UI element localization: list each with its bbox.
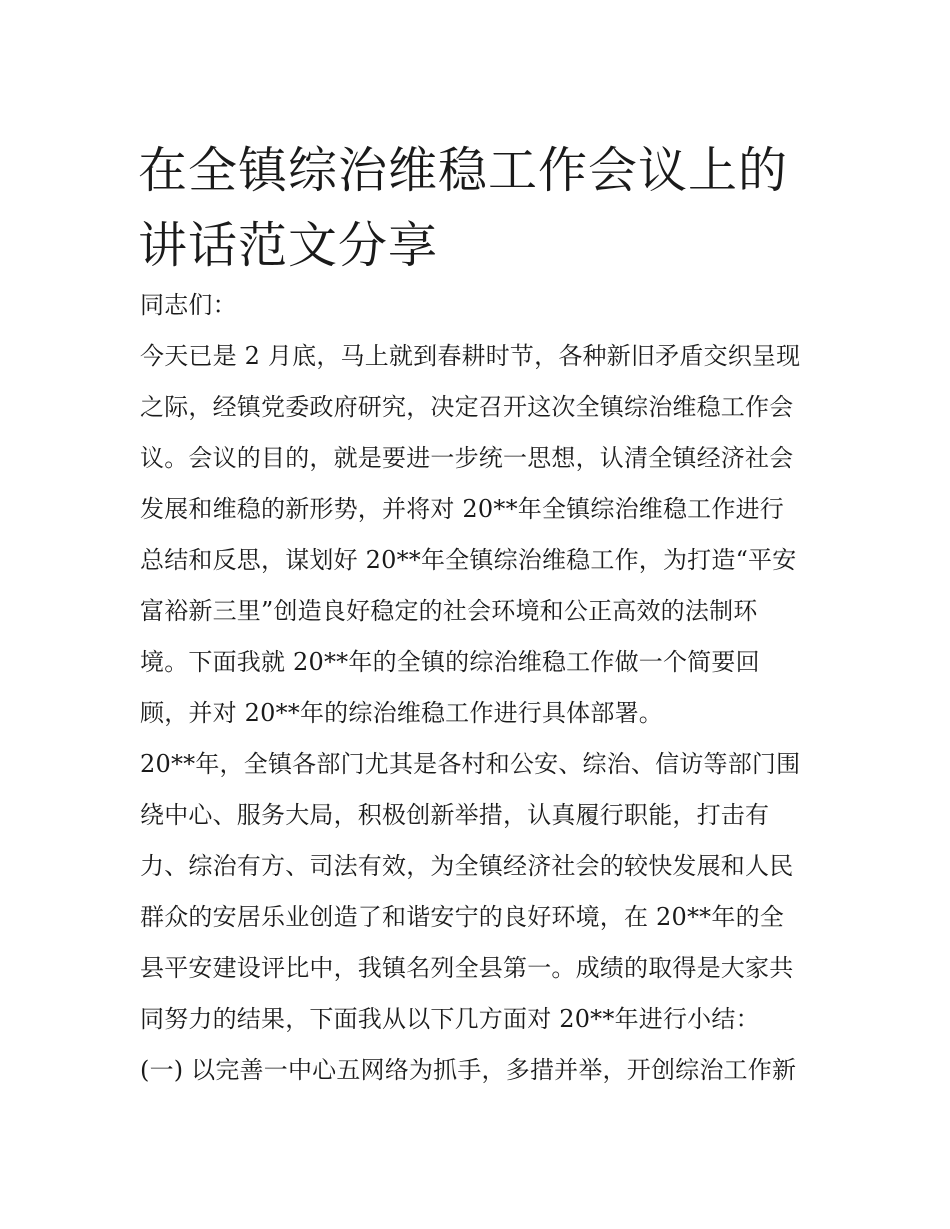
body-line: 今天已是 2 月底，马上就到春耕时节，各种新旧矛盾交织呈现	[140, 342, 801, 370]
body-line: 绕中心、服务大局，积极创新举措，认真履行职能，打击有	[140, 801, 770, 829]
body-line: 发展和维稳的新形势，并将对 20**年全镇综治维稳工作进行	[140, 495, 784, 523]
body-line: 议。会议的目的，就是要进一步统一思想，认清全镇经济社会	[140, 444, 794, 472]
salutation: 同志们：	[140, 291, 237, 319]
body-line: 顾，并对 20**年的综治维稳工作进行具体部署。	[140, 699, 663, 727]
document-body	[140, 280, 820, 1096]
body-line: 境。下面我就 20**年的全镇的综治维稳工作做一个简要回	[140, 648, 760, 676]
body-line: 之际，经镇党委政府研究，决定召开这次全镇综治维稳工作会	[140, 393, 794, 421]
title-line-2: 讲话范文分享	[138, 217, 439, 275]
body-line: 总结和反思，谋划好 20**年全镇综治维稳工作，为打造“平安	[140, 546, 797, 574]
document-title	[138, 133, 838, 283]
body-line: 县平安建设评比中，我镇名列全县第一。成绩的取得是大家共	[140, 954, 794, 982]
body-line: 群众的安居乐业创造了和谐安宁的良好环境，在 20**年的全	[140, 903, 784, 931]
title-line-1: 在全镇综治维稳工作会议上的	[138, 142, 789, 200]
body-line: 同努力的结果，下面我从以下几方面对 20**年进行小结：	[140, 1005, 760, 1033]
body-line: 富裕新三里”创造良好稳定的社会环境和公正高效的法制环	[140, 597, 758, 625]
body-line: 力、综治有方、司法有效，为全镇经济社会的较快发展和人民	[140, 852, 794, 880]
section-heading: (一) 以完善一中心五网络为抓手，多措并举，开创综治工作新	[140, 1056, 797, 1084]
body-line: 20**年，全镇各部门尤其是各村和公安、综治、信访等部门围	[140, 750, 801, 778]
